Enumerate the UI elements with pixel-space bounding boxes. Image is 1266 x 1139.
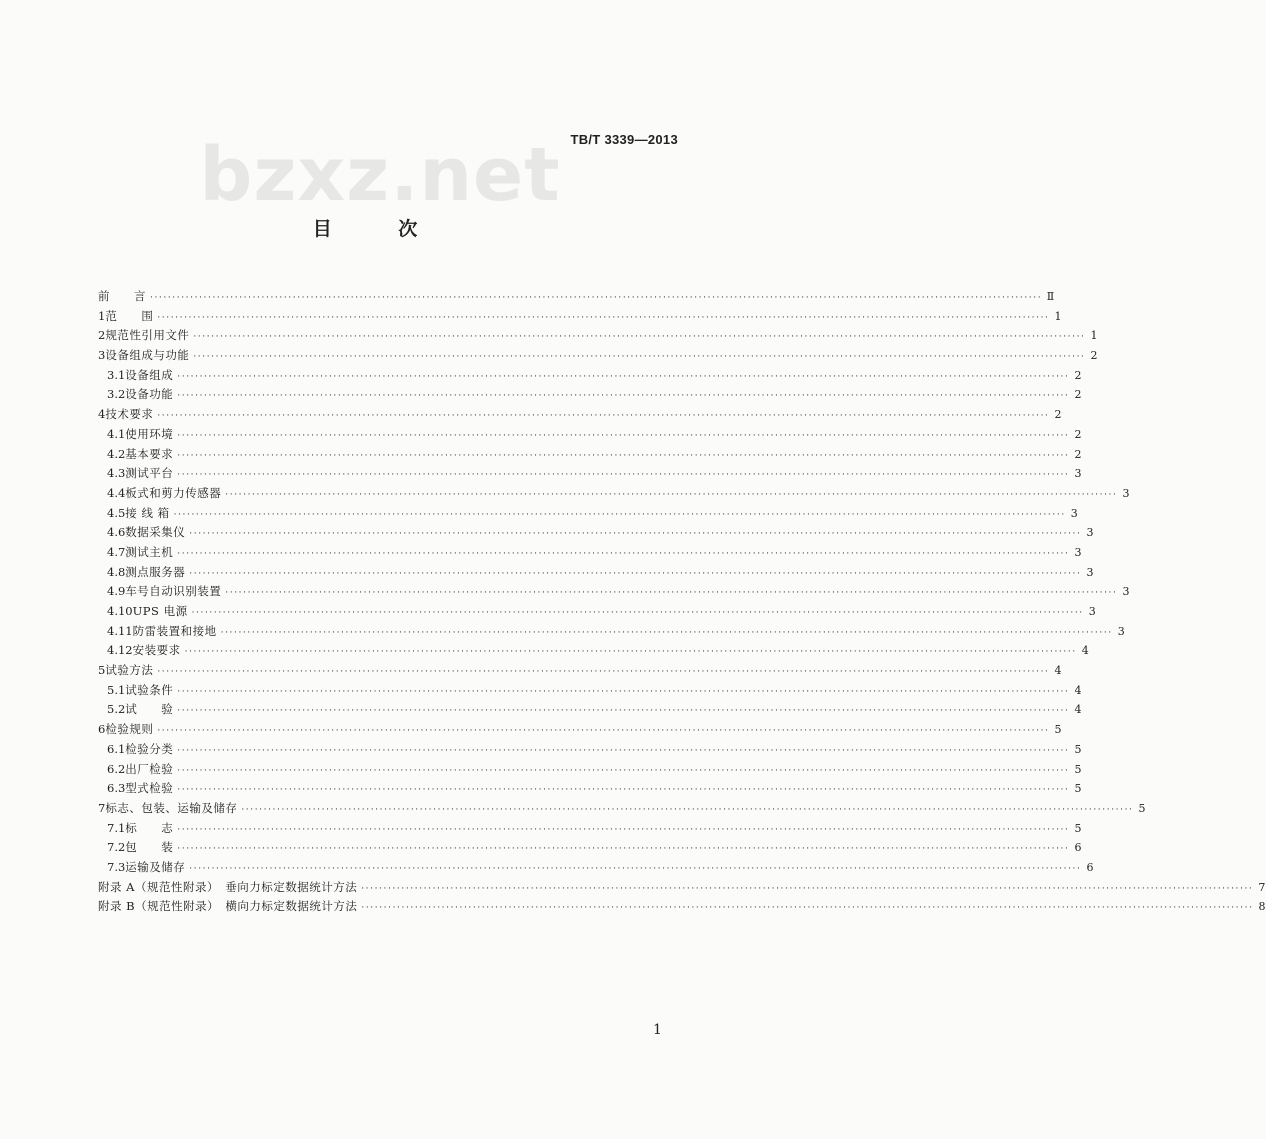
toc-entry-page: 5 xyxy=(1074,782,1082,796)
toc-entry-number: 7.1 xyxy=(107,820,126,835)
toc-entry-title: 运输及储存 xyxy=(125,859,186,874)
toc-entry-number: 6.3 xyxy=(107,781,126,796)
toc-leader-dots: ········································································································································································································ xyxy=(157,726,1050,737)
toc-entry-title: 检验分类 xyxy=(125,741,174,756)
page-title: 目 次 xyxy=(312,218,448,240)
toc-entry[interactable] xyxy=(98,582,1130,602)
toc-entry-page: 3 xyxy=(1070,506,1078,520)
toc-entry[interactable] xyxy=(98,760,1082,780)
toc-leader-dots: ········································································································································································································ xyxy=(241,804,1134,815)
toc-leader-dots: ········································································································································································································ xyxy=(173,509,1066,520)
toc-entry-page: 5 xyxy=(1074,762,1082,776)
toc-entry-number: 6 xyxy=(98,722,106,737)
toc-entry[interactable] xyxy=(98,405,1062,425)
toc-leader-dots: ········································································································································································································ xyxy=(177,765,1070,776)
toc-entry-title: 接 线 箱 xyxy=(125,505,170,520)
toc-entry-page: 2 xyxy=(1074,368,1082,382)
toc-leader-dots: ········································································································································································································ xyxy=(189,529,1082,540)
toc-leader-dots: ········································································································································································································ xyxy=(157,312,1050,323)
toc-entry-page: 3 xyxy=(1086,565,1094,579)
toc-leader-dots: ········································································································································································································ xyxy=(189,863,1082,874)
toc-entry-page: 5 xyxy=(1074,821,1082,835)
toc-leader-dots: ········································································································································································································ xyxy=(177,548,1070,559)
toc-entry-page: 3 xyxy=(1122,585,1130,599)
toc-entry-number: 4.9 xyxy=(107,584,126,599)
toc-entry-title: 技术要求 xyxy=(105,407,154,422)
toc-entry-number: 5 xyxy=(98,663,106,678)
toc-leader-dots: ········································································································································································································ xyxy=(177,824,1070,835)
toc-entry[interactable] xyxy=(98,523,1094,543)
toc-leader-dots: ········································································································································································································ xyxy=(150,293,1043,303)
toc-leader-dots: ········································································································································································································ xyxy=(177,844,1070,855)
toc-entry[interactable] xyxy=(98,346,1098,366)
toc-entry-number: 6.2 xyxy=(107,761,126,776)
toc-entry-page: 2 xyxy=(1090,349,1098,363)
toc-entry-title: 标 志 xyxy=(125,820,174,835)
toc-entry-page: 3 xyxy=(1117,624,1125,638)
toc-entry-page: 1 xyxy=(1054,309,1062,323)
toc-entry[interactable] xyxy=(98,838,1082,858)
toc-entry[interactable] xyxy=(98,779,1082,799)
toc-entry-page: 3 xyxy=(1074,545,1082,559)
toc-entry[interactable] xyxy=(98,799,1146,819)
toc-entry-page: 3 xyxy=(1074,467,1082,481)
toc-entry-title: 检验规则 xyxy=(105,722,154,737)
toc-entry-number: 4.2 xyxy=(107,446,126,461)
toc-entry-title: 附录 A（规范性附录） 垂向力标定数据统计方法 xyxy=(98,879,358,894)
toc-entry[interactable] xyxy=(98,720,1062,740)
toc-entry-number: 4.11 xyxy=(107,623,133,638)
toc-leader-dots: ········································································································································································································ xyxy=(177,706,1070,717)
toc-leader-dots: ········································································································································································································ xyxy=(177,686,1070,697)
toc-leader-dots: ········································································································································································································ xyxy=(225,489,1118,500)
toc-entry-number: 7.2 xyxy=(107,840,126,855)
toc-entry-number: 6.1 xyxy=(107,741,126,756)
toc-entry-page: 2 xyxy=(1054,408,1062,422)
toc-entry[interactable] xyxy=(98,563,1094,583)
toc-entry-title: 型式检验 xyxy=(125,781,174,796)
toc-entry-page: 7 xyxy=(1258,880,1266,894)
toc-entry-page: 2 xyxy=(1074,447,1082,461)
toc-entry-title: 基本要求 xyxy=(125,446,174,461)
toc-entry-title: 附录 B（规范性附录） 横向力标定数据统计方法 xyxy=(98,899,358,914)
toc-entry-page: 4 xyxy=(1081,644,1089,658)
table-of-contents xyxy=(98,287,1266,917)
toc-entry-title: 标志、包装、运输及储存 xyxy=(105,800,238,815)
toc-leader-dots: ········································································································································································································ xyxy=(189,568,1082,579)
toc-entry-title: 安装要求 xyxy=(132,643,181,658)
toc-entry-title: 使用环境 xyxy=(125,426,174,441)
toc-leader-dots: ········································································································································································································ xyxy=(177,371,1070,382)
toc-entry-page: 5 xyxy=(1074,742,1082,756)
toc-leader-dots: ········································································································································································································ xyxy=(177,430,1070,441)
toc-entry-page: 3 xyxy=(1088,605,1096,618)
toc-leader-dots: ········································································································································································································ xyxy=(157,667,1050,678)
toc-entry[interactable] xyxy=(98,700,1082,720)
toc-leader-dots: ········································································································································································································ xyxy=(177,450,1070,461)
toc-entry-title: 测点服务器 xyxy=(125,564,186,579)
toc-entry-number: 4.5 xyxy=(107,505,126,520)
toc-entry-number: 7 xyxy=(98,800,106,815)
toc-entry-title: UPS 电源 xyxy=(132,604,188,618)
toc-entry-number: 4.10 xyxy=(107,604,133,618)
toc-entry[interactable] xyxy=(98,897,1266,917)
toc-entry-title: 测试主机 xyxy=(125,544,174,559)
toc-entry[interactable] xyxy=(98,366,1082,386)
toc-entry-number: 4.4 xyxy=(107,485,126,500)
toc-entry[interactable] xyxy=(98,445,1082,465)
toc-entry[interactable] xyxy=(98,819,1082,839)
toc-entry[interactable] xyxy=(98,504,1078,524)
toc-entry[interactable] xyxy=(98,385,1082,405)
toc-entry-title: 设备组成与功能 xyxy=(105,348,190,363)
toc-entry-title: 测试平台 xyxy=(125,466,174,481)
toc-entry-number: 3 xyxy=(98,348,106,363)
toc-entry-title: 车号自动识别装置 xyxy=(125,584,222,599)
toc-entry-title: 范 围 xyxy=(105,308,154,323)
toc-leader-dots: ········································································································································································································ xyxy=(157,411,1050,422)
toc-leader-dots: ········································································································································································································ xyxy=(177,745,1070,756)
toc-entry[interactable] xyxy=(98,484,1130,504)
toc-entry[interactable] xyxy=(98,740,1082,760)
toc-entry-title: 防雷装置和接地 xyxy=(132,623,217,638)
toc-entry-page: 5 xyxy=(1054,723,1062,737)
toc-entry-title: 试验条件 xyxy=(125,682,174,697)
toc-leader-dots: ········································································································································································································ xyxy=(361,883,1254,894)
toc-entry-number: 3.2 xyxy=(107,387,126,402)
toc-entry-number: 1 xyxy=(98,308,106,323)
toc-entry[interactable] xyxy=(98,641,1089,661)
toc-entry-page: 4 xyxy=(1074,703,1082,717)
toc-leader-dots: ········································································································································································································ xyxy=(193,332,1086,343)
standard-code: TB/T 3339—2013 xyxy=(570,132,678,147)
toc-leader-dots: ········································································································································································································ xyxy=(177,470,1070,481)
toc-entry-page: 4 xyxy=(1054,664,1062,678)
toc-entry-title: 试验方法 xyxy=(105,663,154,678)
toc-entry[interactable] xyxy=(98,287,1055,307)
toc-entry-page: 2 xyxy=(1074,388,1082,402)
toc-entry[interactable] xyxy=(98,425,1082,445)
toc-entry-number: 3.1 xyxy=(107,367,126,382)
toc-entry-number: 2 xyxy=(98,328,106,343)
watermark: bzxz.net xyxy=(199,132,561,218)
toc-entry-page: 2 xyxy=(1074,427,1082,441)
toc-entry-title: 板式和剪力传感器 xyxy=(125,485,222,500)
toc-leader-dots: ········································································································································································································ xyxy=(177,391,1070,402)
toc-entry-page: 3 xyxy=(1086,526,1094,540)
toc-entry[interactable] xyxy=(98,858,1094,878)
toc-entry-title: 设备组成 xyxy=(125,367,174,382)
toc-leader-dots: ········································································································································································································ xyxy=(225,588,1118,599)
toc-entry[interactable] xyxy=(98,464,1082,484)
toc-entry-number: 4.7 xyxy=(107,544,126,559)
toc-entry-number: 5.1 xyxy=(107,682,126,697)
toc-entry-number: 4.6 xyxy=(107,525,126,540)
toc-entry-title: 设备功能 xyxy=(125,387,174,402)
toc-entry-page: 6 xyxy=(1086,860,1094,874)
toc-entry-title: 试 验 xyxy=(125,702,174,717)
toc-entry-page: 8 xyxy=(1258,900,1266,914)
toc-entry[interactable] xyxy=(98,326,1098,346)
toc-entry[interactable] xyxy=(98,622,1125,642)
toc-entry-number: 5.2 xyxy=(107,702,126,717)
toc-entry-title: 前 言 xyxy=(98,289,146,303)
toc-entry-title: 包 装 xyxy=(125,840,174,855)
toc-entry-page: 5 xyxy=(1138,801,1146,815)
toc-entry-title: 规范性引用文件 xyxy=(105,328,190,343)
toc-leader-dots: ········································································································································································································ xyxy=(220,627,1113,638)
toc-entry-page: 4 xyxy=(1074,683,1082,697)
toc-leader-dots: ········································································································································································································ xyxy=(361,903,1254,914)
toc-entry-page: 1 xyxy=(1090,329,1098,343)
toc-entry[interactable] xyxy=(98,543,1082,563)
toc-leader-dots: ········································································································································································································ xyxy=(184,647,1077,658)
toc-entry-title: 数据采集仪 xyxy=(125,525,186,540)
toc-entry-page: 6 xyxy=(1074,841,1082,855)
toc-entry-number: 4.3 xyxy=(107,466,126,481)
toc-leader-dots: ········································································································································································································ xyxy=(177,785,1070,796)
toc-entry-number: 4.12 xyxy=(107,643,133,658)
toc-entry-page: 3 xyxy=(1122,486,1130,500)
page-number: 1 xyxy=(653,1022,662,1038)
toc-entry-number: 4.1 xyxy=(107,426,126,441)
toc-entry-page: Ⅱ xyxy=(1046,290,1055,303)
toc-entry[interactable] xyxy=(98,878,1266,898)
toc-leader-dots: ········································································································································································································ xyxy=(193,352,1086,363)
toc-entry-number: 4.8 xyxy=(107,564,126,579)
toc-entry-number: 7.3 xyxy=(107,859,126,874)
toc-entry-title: 出厂检验 xyxy=(125,761,174,776)
toc-entry[interactable] xyxy=(98,602,1096,622)
toc-entry[interactable] xyxy=(98,681,1082,701)
toc-entry-number: 4 xyxy=(98,407,106,422)
toc-entry[interactable] xyxy=(98,307,1062,327)
toc-leader-dots: ········································································································································································································ xyxy=(191,608,1084,618)
toc-entry[interactable] xyxy=(98,661,1062,681)
